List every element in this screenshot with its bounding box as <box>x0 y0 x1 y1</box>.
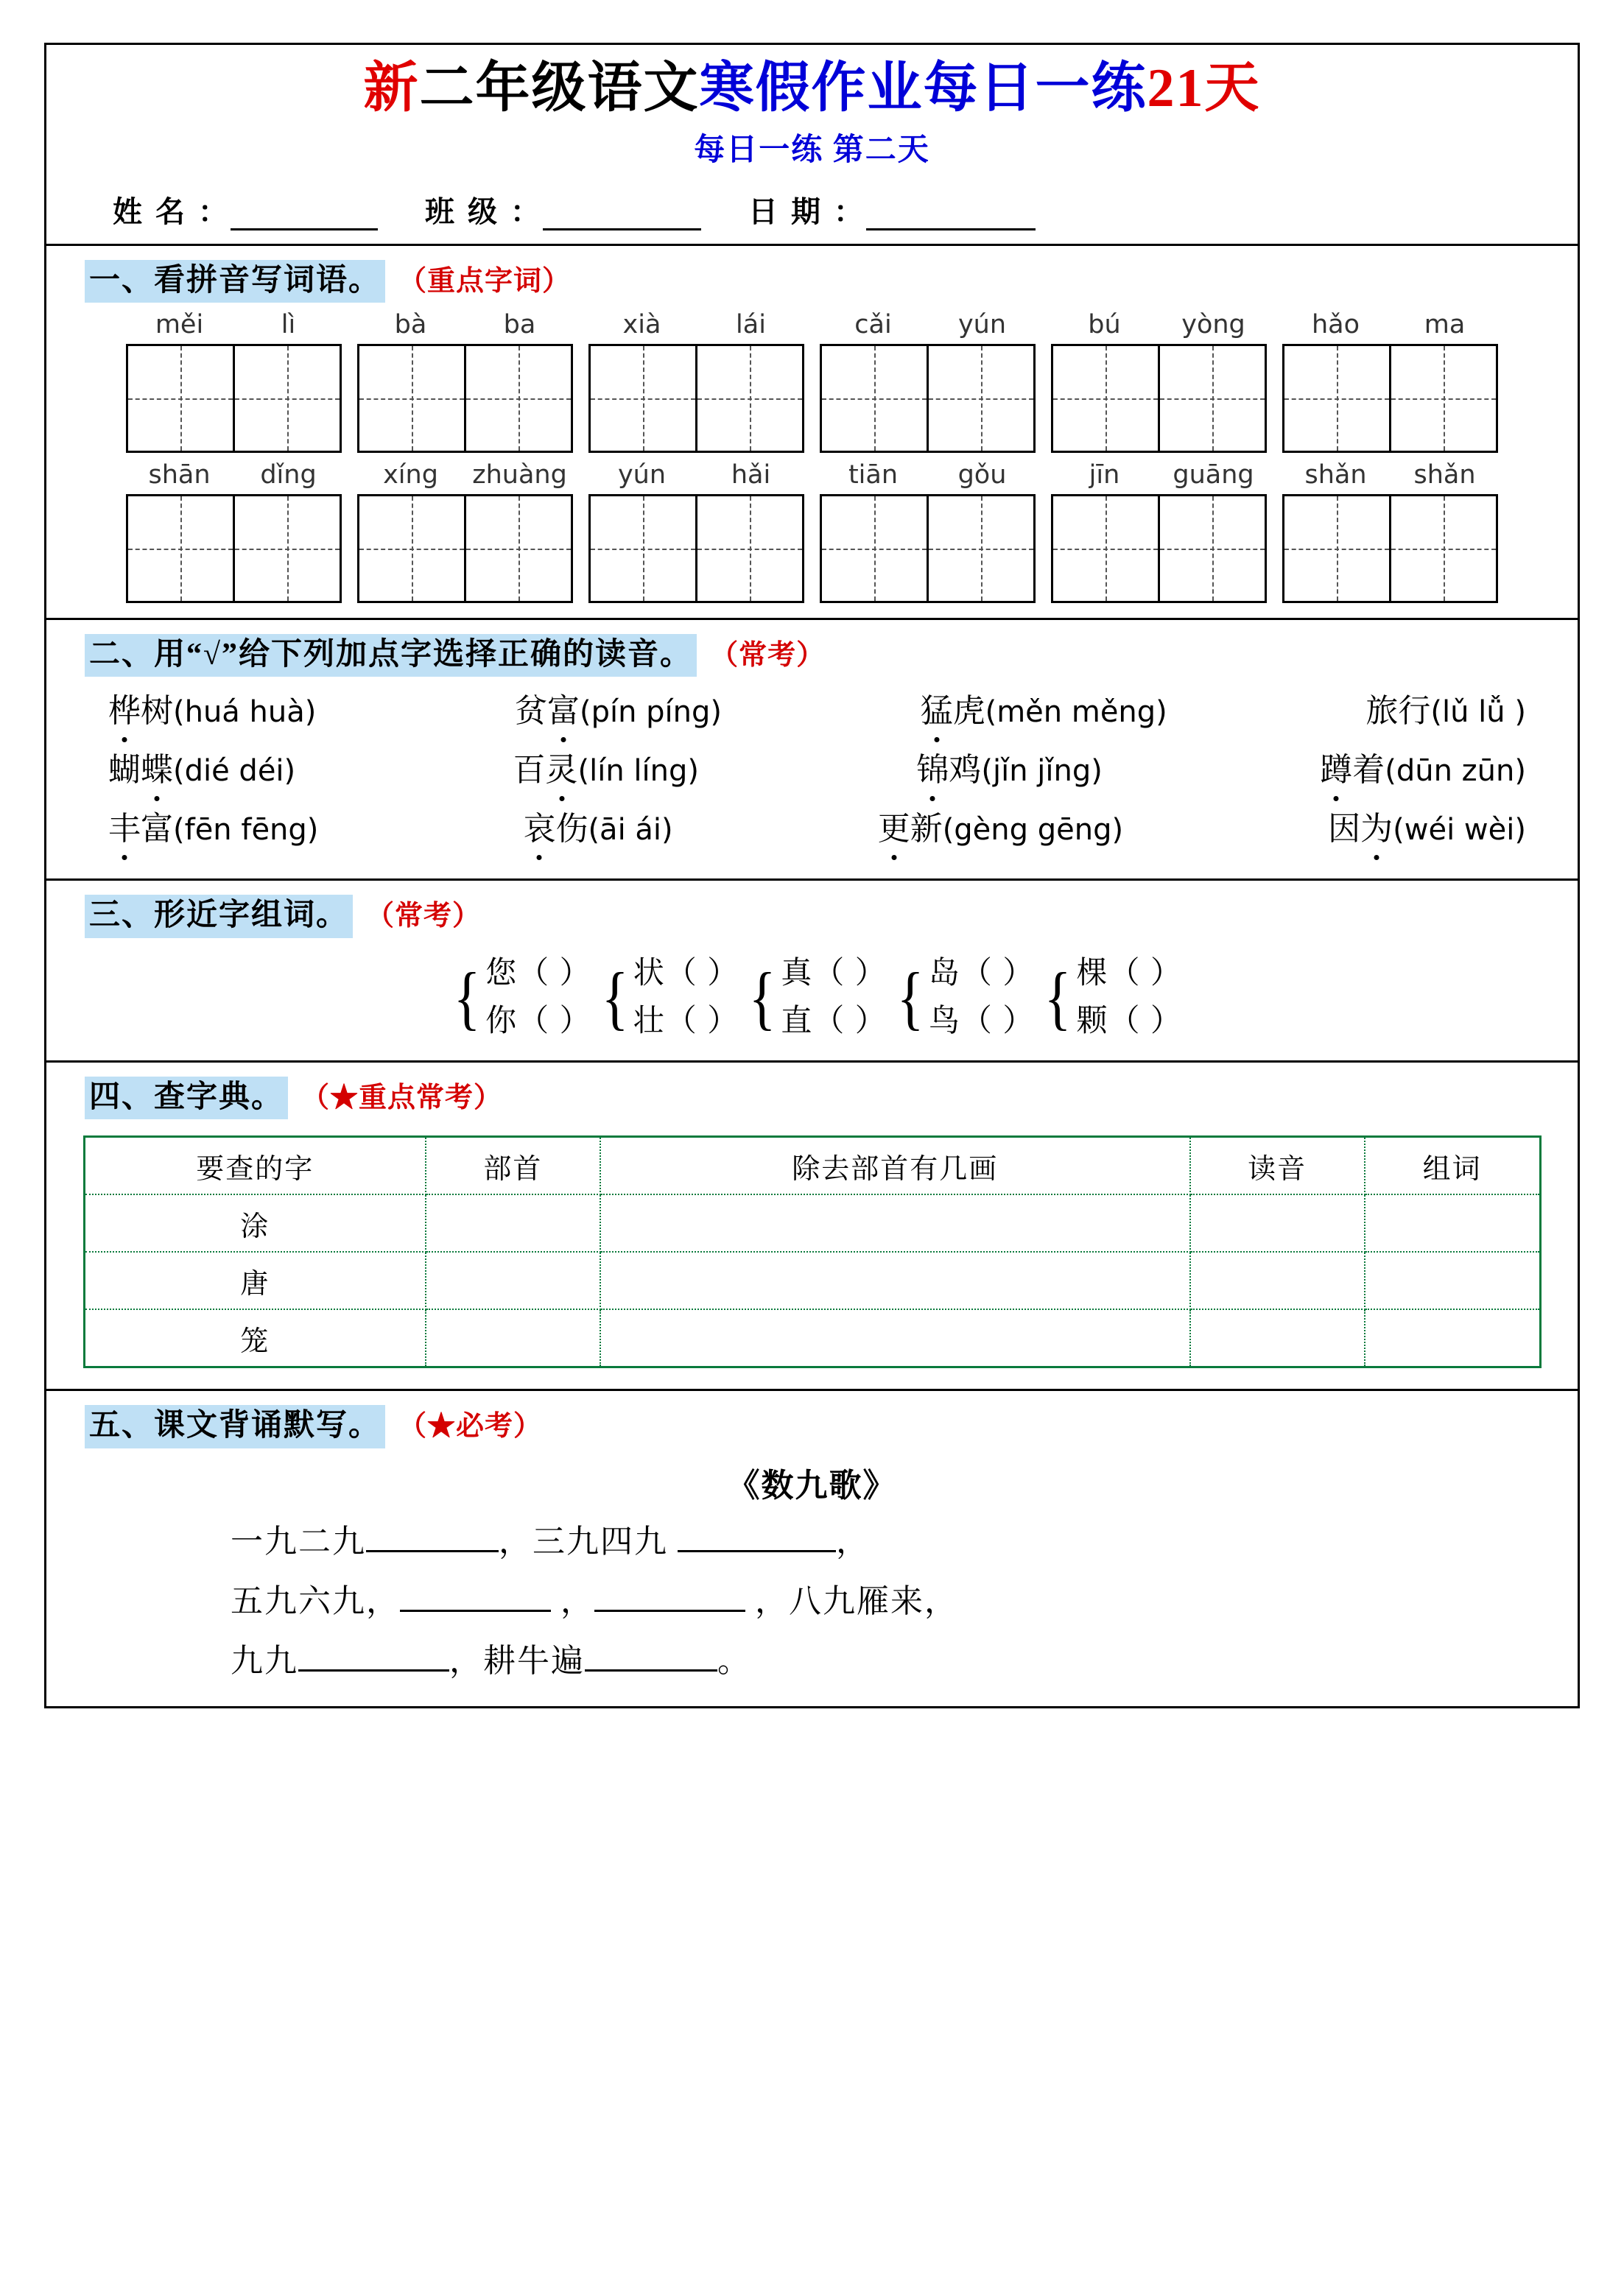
section-4-note: （★重点常考） <box>301 1082 503 1113</box>
choice-item[interactable]: 锦鸡(jǐn jǐng) <box>916 746 1102 795</box>
tianzige-cell[interactable] <box>1053 496 1160 601</box>
section-5-note: （★必考） <box>398 1411 543 1443</box>
pinyin-syllable: ma <box>1424 310 1466 340</box>
col-header-strokes: 除去部首有几画 <box>600 1137 1190 1195</box>
section-pinyin-writing <box>46 246 1578 620</box>
dictionary-table <box>83 1135 1542 1368</box>
cell-char: 唐 <box>84 1252 426 1309</box>
worksheet-header <box>46 45 1578 246</box>
page-subtitle: 每日一练 第二天 <box>694 133 930 167</box>
col-header-word: 组词 <box>1365 1137 1540 1195</box>
brace-icon: { <box>601 958 629 1038</box>
choice-item[interactable]: 贫富(pín píng) <box>515 687 722 736</box>
pinyin-syllable: gǒu <box>957 460 1007 490</box>
tianzige-cell[interactable] <box>591 346 697 451</box>
char-pair-group <box>450 950 592 1046</box>
pinyin-word-group <box>125 460 343 603</box>
section-similar-characters <box>46 881 1578 1062</box>
cell-char: 笼 <box>84 1309 426 1367</box>
pinyin-syllable: yún <box>617 460 667 490</box>
pinyin-word-group <box>1282 310 1500 453</box>
char-pair-bottom[interactable]: 颗（ ） <box>1076 1004 1183 1038</box>
tianzige-box-pair[interactable] <box>126 494 342 603</box>
tianzige-cell[interactable] <box>1284 346 1391 451</box>
cell-word[interactable] <box>1365 1252 1540 1309</box>
poem-blank[interactable] <box>298 1640 449 1672</box>
pinyin-syllable: dǐng <box>260 460 317 490</box>
choice-pinyin: (jǐn jǐng) <box>981 754 1103 789</box>
tianzige-cell[interactable] <box>128 346 235 451</box>
choice-row <box>108 687 1526 736</box>
choice-row <box>108 805 1526 853</box>
pinyin-syllable: lái <box>736 310 766 340</box>
char-pair-group <box>1041 950 1183 1046</box>
section-5-title: 五、课文背诵默写。 <box>85 1405 385 1448</box>
class-input[interactable] <box>543 200 701 230</box>
pinyin-word-group <box>588 310 806 453</box>
brace-icon: { <box>453 958 481 1038</box>
pinyin-word-group <box>819 460 1037 603</box>
tianzige-box-pair[interactable] <box>357 494 573 603</box>
pinyin-syllable: hǎi <box>731 460 771 490</box>
section-1-head <box>46 258 1578 303</box>
choice-pinyin: (dūn zūn) <box>1385 754 1526 789</box>
choice-pinyin: (āi ái) <box>588 813 673 848</box>
cell-strokes[interactable] <box>600 1194 1190 1252</box>
tianzige-box-pair[interactable] <box>1282 344 1498 453</box>
pinyin-word-group <box>1050 310 1268 453</box>
poem-line: 五九六九， ， ，八九雁来， <box>46 1571 1578 1631</box>
section-4-title: 四、查字典。 <box>85 1077 288 1119</box>
pinyin-syllable: hǎo <box>1311 310 1360 340</box>
section-3-title: 三、形近字组词。 <box>85 895 353 937</box>
title-part-winter: 寒假作业每日一练 <box>699 58 1147 119</box>
section-dictionary <box>46 1063 1578 1391</box>
cell-radical[interactable] <box>426 1252 600 1309</box>
cell-pronunciation[interactable] <box>1190 1194 1365 1252</box>
poem-title: 《数九歌》 <box>727 1467 897 1504</box>
char-pair-top[interactable]: 您（ ） <box>485 956 592 990</box>
pinyin-syllable: guāng <box>1173 460 1254 490</box>
cell-radical[interactable] <box>426 1309 600 1367</box>
choice-pinyin: (pín píng) <box>579 695 722 730</box>
poem-line: 一九二九 ，三九四九 ， <box>46 1512 1578 1571</box>
cell-radical[interactable] <box>426 1194 600 1252</box>
tianzige-cell[interactable] <box>466 496 571 601</box>
tianzige-box-pair[interactable] <box>1051 344 1267 453</box>
cell-pronunciation[interactable] <box>1190 1252 1365 1309</box>
tianzige-cell[interactable] <box>466 346 571 451</box>
choice-pinyin: (fēn fēng) <box>173 813 319 848</box>
pinyin-syllable: shān <box>148 460 211 490</box>
table-row <box>84 1194 1540 1252</box>
char-pair-group <box>745 950 887 1046</box>
section-2-note: （常考） <box>710 640 826 672</box>
choice-item[interactable]: 猛虎(měn měng) <box>921 687 1167 736</box>
section-recitation <box>46 1391 1578 1705</box>
choice-pinyin: (lín líng) <box>577 754 700 789</box>
pinyin-word-group <box>1282 460 1500 603</box>
col-header-pronunciation: 读音 <box>1190 1137 1365 1195</box>
pinyin-syllable: bú <box>1088 310 1121 340</box>
title-part-new: 新 <box>363 58 420 119</box>
tianzige-cell[interactable] <box>697 346 802 451</box>
section-3-head <box>46 892 1578 937</box>
cell-word[interactable] <box>1365 1309 1540 1367</box>
tianzige-cell[interactable] <box>591 496 697 601</box>
pronunciation-items <box>46 687 1578 853</box>
brace-icon: { <box>896 958 924 1038</box>
poem-blank[interactable] <box>678 1521 836 1552</box>
section-2-title: 二、用“√”给下列加点字选择正确的读音。 <box>85 634 697 677</box>
pinyin-grid-row-2 <box>46 460 1578 603</box>
tianzige-cell[interactable] <box>1160 496 1265 601</box>
pinyin-syllable: lì <box>281 310 296 340</box>
char-pair-bottom[interactable]: 壮（ ） <box>633 1004 740 1038</box>
pinyin-syllable: zhuàng <box>472 460 567 490</box>
pinyin-syllable: tiān <box>848 460 899 490</box>
choice-item[interactable]: 因为(wéi wèi) <box>1328 805 1526 853</box>
char-pair-top[interactable]: 真（ ） <box>781 956 887 990</box>
cell-pronunciation[interactable] <box>1190 1309 1365 1367</box>
tianzige-box-pair[interactable] <box>1051 494 1267 603</box>
choice-item[interactable]: 蝴蝶(dié déi) <box>108 746 295 795</box>
date-input[interactable] <box>866 200 1036 230</box>
section-4-head <box>46 1074 1578 1119</box>
pinyin-word-group <box>819 310 1037 453</box>
tianzige-cell[interactable] <box>359 346 466 451</box>
pinyin-syllable: jīn <box>1089 460 1120 490</box>
char-pair-bottom[interactable]: 鸟（ ） <box>928 1004 1036 1038</box>
similar-character-groups <box>46 950 1578 1046</box>
choice-item[interactable]: 更新(gèng gēng) <box>878 805 1123 853</box>
col-header-char: 要查的字 <box>84 1137 426 1195</box>
table-header-row <box>84 1137 1540 1195</box>
col-header-radical: 部首 <box>426 1137 600 1195</box>
tianzige-cell[interactable] <box>235 346 340 451</box>
tianzige-cell[interactable] <box>1284 496 1391 601</box>
section-5-head <box>46 1403 1578 1448</box>
choice-item[interactable]: 蹲着(dūn zūn) <box>1320 746 1526 795</box>
tianzige-cell[interactable] <box>822 496 929 601</box>
char-pair-top[interactable]: 岛（ ） <box>928 956 1036 990</box>
cell-word[interactable] <box>1365 1194 1540 1252</box>
char-pair-top[interactable]: 棵（ ） <box>1076 956 1183 990</box>
date-label: 日 期 ： <box>748 194 866 228</box>
title-part-days: 21天 <box>1147 58 1261 119</box>
choice-row <box>108 746 1526 795</box>
pinyin-syllable: cǎi <box>854 310 892 340</box>
cell-strokes[interactable] <box>600 1252 1190 1309</box>
pinyin-syllable: měi <box>155 310 204 340</box>
pinyin-word-group <box>356 310 574 453</box>
pinyin-word-group <box>588 460 806 603</box>
tianzige-cell[interactable] <box>1053 346 1160 451</box>
worksheet-frame <box>44 43 1580 1708</box>
pinyin-grid-row-1 <box>46 310 1578 453</box>
dictionary-table-wrap <box>83 1135 1542 1368</box>
pinyin-syllable: yòng <box>1181 310 1245 340</box>
pinyin-syllable: bà <box>394 310 427 340</box>
poem-blank[interactable] <box>594 1580 745 1612</box>
tianzige-box-pair[interactable] <box>820 494 1036 603</box>
pinyin-word-group <box>1050 460 1268 603</box>
tianzige-cell[interactable] <box>128 496 235 601</box>
brace-icon: { <box>1044 958 1072 1038</box>
class-label: 班 级 ： <box>425 194 543 228</box>
section-2-head <box>46 632 1578 677</box>
char-pair-group <box>598 950 740 1046</box>
name-input[interactable] <box>231 200 378 230</box>
poem-blank[interactable] <box>585 1640 717 1672</box>
pinyin-syllable: yún <box>957 310 1007 340</box>
pinyin-syllable: ba <box>503 310 536 340</box>
date-field-group <box>748 189 1036 230</box>
cell-strokes[interactable] <box>600 1309 1190 1367</box>
tianzige-cell[interactable] <box>929 346 1033 451</box>
table-row <box>84 1309 1540 1367</box>
title-part-grade: 二年级语文 <box>419 58 700 119</box>
tianzige-cell[interactable] <box>1391 496 1496 601</box>
pinyin-syllable: xíng <box>383 460 438 490</box>
choice-pinyin: (wéi wèi) <box>1393 813 1526 848</box>
section-1-note: （重点字词） <box>398 265 572 297</box>
section-1-title: 一、看拼音写词语。 <box>85 260 385 303</box>
choice-pinyin: (gèng gēng) <box>942 813 1124 848</box>
section-pronunciation-choice <box>46 620 1578 881</box>
poem-line: 九九 ，耕牛遍 。 <box>46 1631 1578 1691</box>
tianzige-cell[interactable] <box>1391 346 1496 451</box>
tianzige-cell[interactable] <box>929 496 1033 601</box>
tianzige-box-pair[interactable] <box>588 494 804 603</box>
section-3-note: （常考） <box>366 901 482 932</box>
choice-item[interactable]: 百灵(lín líng) <box>513 746 699 795</box>
tianzige-cell[interactable] <box>235 496 340 601</box>
tianzige-cell[interactable] <box>359 496 466 601</box>
tianzige-cell[interactable] <box>697 496 802 601</box>
pinyin-word-group <box>125 310 343 453</box>
brace-icon: { <box>748 958 776 1038</box>
choice-item[interactable]: 哀伤(āi ái) <box>523 805 672 853</box>
pinyin-syllable: shǎn <box>1304 460 1367 490</box>
tianzige-box-pair[interactable] <box>357 344 573 453</box>
choice-item[interactable]: 丰富(fēn fēng) <box>108 805 318 853</box>
pinyin-syllable: xià <box>622 310 661 340</box>
char-pair-bottom[interactable]: 你（ ） <box>485 1004 592 1038</box>
tianzige-box-pair[interactable] <box>126 344 342 453</box>
choice-item[interactable]: 桦树(huá huà) <box>108 687 316 736</box>
char-pair-bottom[interactable]: 直（ ） <box>781 1004 887 1038</box>
char-pair-group <box>893 950 1036 1046</box>
cell-char: 涂 <box>84 1194 426 1252</box>
pinyin-syllable: shǎn <box>1413 460 1476 490</box>
tianzige-cell[interactable] <box>822 346 929 451</box>
tianzige-box-pair[interactable] <box>588 344 804 453</box>
poem-blank[interactable] <box>366 1521 499 1552</box>
pinyin-word-group <box>356 460 574 603</box>
tianzige-box-pair[interactable] <box>1282 494 1498 603</box>
poem-blank[interactable] <box>400 1580 551 1612</box>
tianzige-cell[interactable] <box>1160 346 1265 451</box>
char-pair-top[interactable]: 状（ ） <box>633 956 740 990</box>
choice-pinyin: (měn měng) <box>985 695 1167 730</box>
choice-pinyin: (huá huà) <box>173 695 317 730</box>
choice-pinyin: (lǔ lǚ ) <box>1430 695 1526 730</box>
page-title <box>46 58 1578 119</box>
student-info-row <box>46 189 1578 230</box>
choice-pinyin: (dié déi) <box>173 754 296 789</box>
choice-item[interactable]: 旅行(lǔ lǚ ) <box>1365 693 1526 730</box>
tianzige-box-pair[interactable] <box>820 344 1036 453</box>
name-label: 姓 名 ： <box>113 194 231 228</box>
name-field-group <box>113 189 378 230</box>
class-field-group <box>425 189 701 230</box>
table-row <box>84 1252 1540 1309</box>
